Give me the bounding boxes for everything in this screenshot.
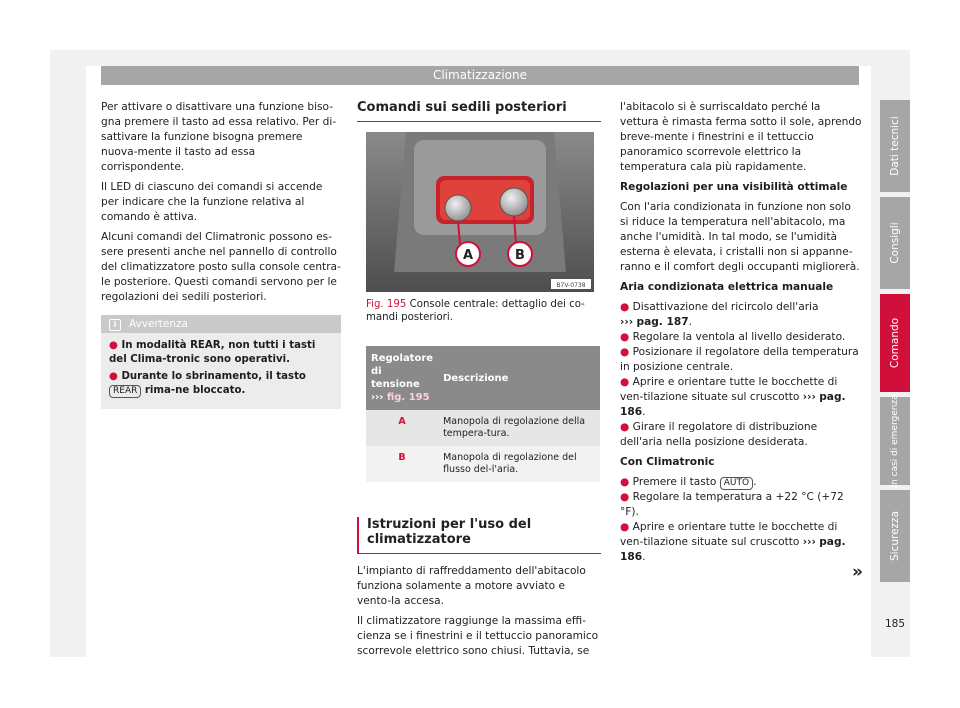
paragraph: Il LED di ciascuno dei comandi si accende per indicare che la funzione relativa al comando è attiva.: [101, 181, 323, 223]
subheading: Aria condizionata elettrica manuale: [620, 281, 834, 293]
warning-body: [101, 333, 341, 409]
tab-dati-tecnici[interactable]: Dati tecnici: [880, 100, 910, 192]
table-fig-ref: fig. 195: [386, 392, 430, 403]
bullet-icon: ●: [620, 331, 630, 343]
subheading: Con Climatronic: [620, 456, 715, 468]
list-item: ● Aprire e orientare tutte le bocchette di ven-tilazione situate sul cruscotto ››› pag. 186.: [620, 376, 846, 418]
bullet-icon: ●: [620, 421, 630, 433]
caption-number: Fig. 195: [366, 299, 407, 310]
bullet-icon: ●: [109, 371, 118, 382]
rear-key: REAR: [109, 385, 141, 398]
page-ref-link[interactable]: pag. 186: [620, 536, 846, 563]
subheading: Regolazioni per una visibilità ottimale: [620, 181, 848, 193]
ref-arrow: ›››: [802, 536, 816, 548]
bullet-icon: ●: [620, 476, 630, 488]
bullet-icon: ●: [620, 376, 630, 388]
warning-header: [101, 315, 341, 333]
paragraph: L'impianto di raffreddamento dell'abitacolo funziona solamente a motore avviato e vento-la accesa.: [357, 565, 586, 607]
warning-title: Avvertenza: [129, 318, 188, 330]
page-number: 185: [884, 618, 906, 630]
warning-item: ● Durante lo sbrinamento, il tasto REAR rima-ne bloccato.: [109, 371, 306, 396]
row-desc: Manopola di regolazione del flusso del-l'aria.: [438, 446, 600, 482]
list-item: ● Girare il regolatore di distribuzione dell'aria nella posizione desiderata.: [620, 421, 818, 448]
bullet-icon: ●: [620, 301, 630, 313]
list-item: ● Aprire e orientare tutte le bocchette di ven-tilazione situate sul cruscotto ››› pag. 186.: [620, 521, 846, 563]
table-header-cell: Regolatore di tensione ››› fig. 195: [366, 346, 438, 410]
list-item: ● Premere il tasto AUTO .: [620, 476, 757, 488]
column-right: [620, 100, 862, 565]
info-icon: i: [109, 319, 121, 331]
caption-text: Console centrale: dettaglio dei co-mandi posteriori.: [366, 299, 585, 323]
paragraph: Con l'aria condizionata in funzione non solo si riduce la temperatura nell'abitacolo, ma anche l'umidità. In tal modo, se l'umidità esterna è elevata, i cristalli non si appanne-ranno e il comfort degli occupanti migliorerà.: [620, 201, 860, 273]
list-item: ● Disattivazione del ricircolo dell'aria ››› pag. 187.: [620, 301, 819, 328]
table-header-cell: Descrizione: [438, 346, 600, 410]
page-ref-link[interactable]: pag. 187: [636, 316, 689, 328]
figure-label-a: A: [462, 248, 474, 263]
page-ref-link[interactable]: pag. 186: [620, 391, 846, 418]
figure-label-b: B: [515, 248, 525, 263]
warning-box: [101, 315, 341, 409]
table-header-row: [366, 346, 600, 410]
section-title: Comandi sui sedili posteriori: [357, 100, 601, 122]
tab-sicurezza[interactable]: Sicurezza: [880, 490, 910, 582]
bullet-icon: ●: [620, 346, 630, 358]
tab-consigli[interactable]: Consigli: [880, 197, 910, 289]
column-left: [101, 100, 341, 409]
section-title: Istruzioni per l'uso del climatizzatore: [357, 517, 601, 554]
paragraph: l'abitacolo si è surriscaldato perché la vettura è rimasta ferma sotto il sole, aprendo breve-mente i finestrini e il tettuccio panoramico scorrevole elettrico la temperatura cala più rapidamente.: [620, 101, 862, 173]
row-desc: Manopola di regolazione della tempera-tura.: [438, 410, 600, 446]
list-item: ● Regolare la ventola al livello desiderato.: [620, 331, 846, 343]
ref-arrow: ›››: [371, 392, 384, 403]
figure-195: [366, 132, 594, 292]
table-row: [366, 410, 600, 446]
paragraph: Il climatizzatore raggiunge la massima effi-cienza se i finestrini e il tettuccio panoramico scorrevole elettrico sono chiusi. Tuttavia, se: [357, 615, 599, 657]
bullet-icon: ●: [620, 521, 630, 533]
row-label: A: [366, 410, 438, 446]
rear-console-illustration: [366, 132, 594, 292]
controls-table: [366, 346, 600, 482]
figure-code: B7V-0738: [556, 282, 586, 289]
paragraph: Alcuni comandi del Climatronic possono es-sere presenti anche nel pannello di controllo del climatizzatore posto sulla console centra-le posteriore. Questi comandi servono per le regolazioni dei sedili posteriori.: [101, 231, 341, 303]
bullet-icon: ●: [109, 340, 118, 351]
row-label: B: [366, 446, 438, 482]
page-header: Climatizzazione: [101, 66, 859, 85]
tab-comando[interactable]: Comando: [880, 294, 910, 392]
ref-arrow: ›››: [620, 316, 634, 328]
list-item: ● Regolare la temperatura a +22 °C (+72 °F).: [620, 491, 844, 518]
bullet-icon: ●: [620, 491, 630, 503]
figure-caption: [366, 298, 601, 324]
table-row: [366, 446, 600, 482]
column-middle: [357, 100, 601, 664]
continue-mark: »: [852, 562, 863, 582]
ref-arrow: ›››: [802, 391, 816, 403]
warning-item: ● In modalità REAR, non tutti i tasti del Clima-tronic sono operativi.: [109, 340, 316, 365]
tab-emergenza[interactable]: In casi di emergenza: [880, 397, 910, 485]
list-item: ● Posizionare il regolatore della temperatura in posizione centrale.: [620, 346, 859, 373]
paragraph: Per attivare o disattivare una funzione biso-gna premere il tasto ad essa relativo. Per di-sattivare la funzione bisogna premere nuova-mente il tasto ad essa corrispondente.: [101, 101, 337, 173]
auto-key: AUTO: [720, 477, 753, 490]
